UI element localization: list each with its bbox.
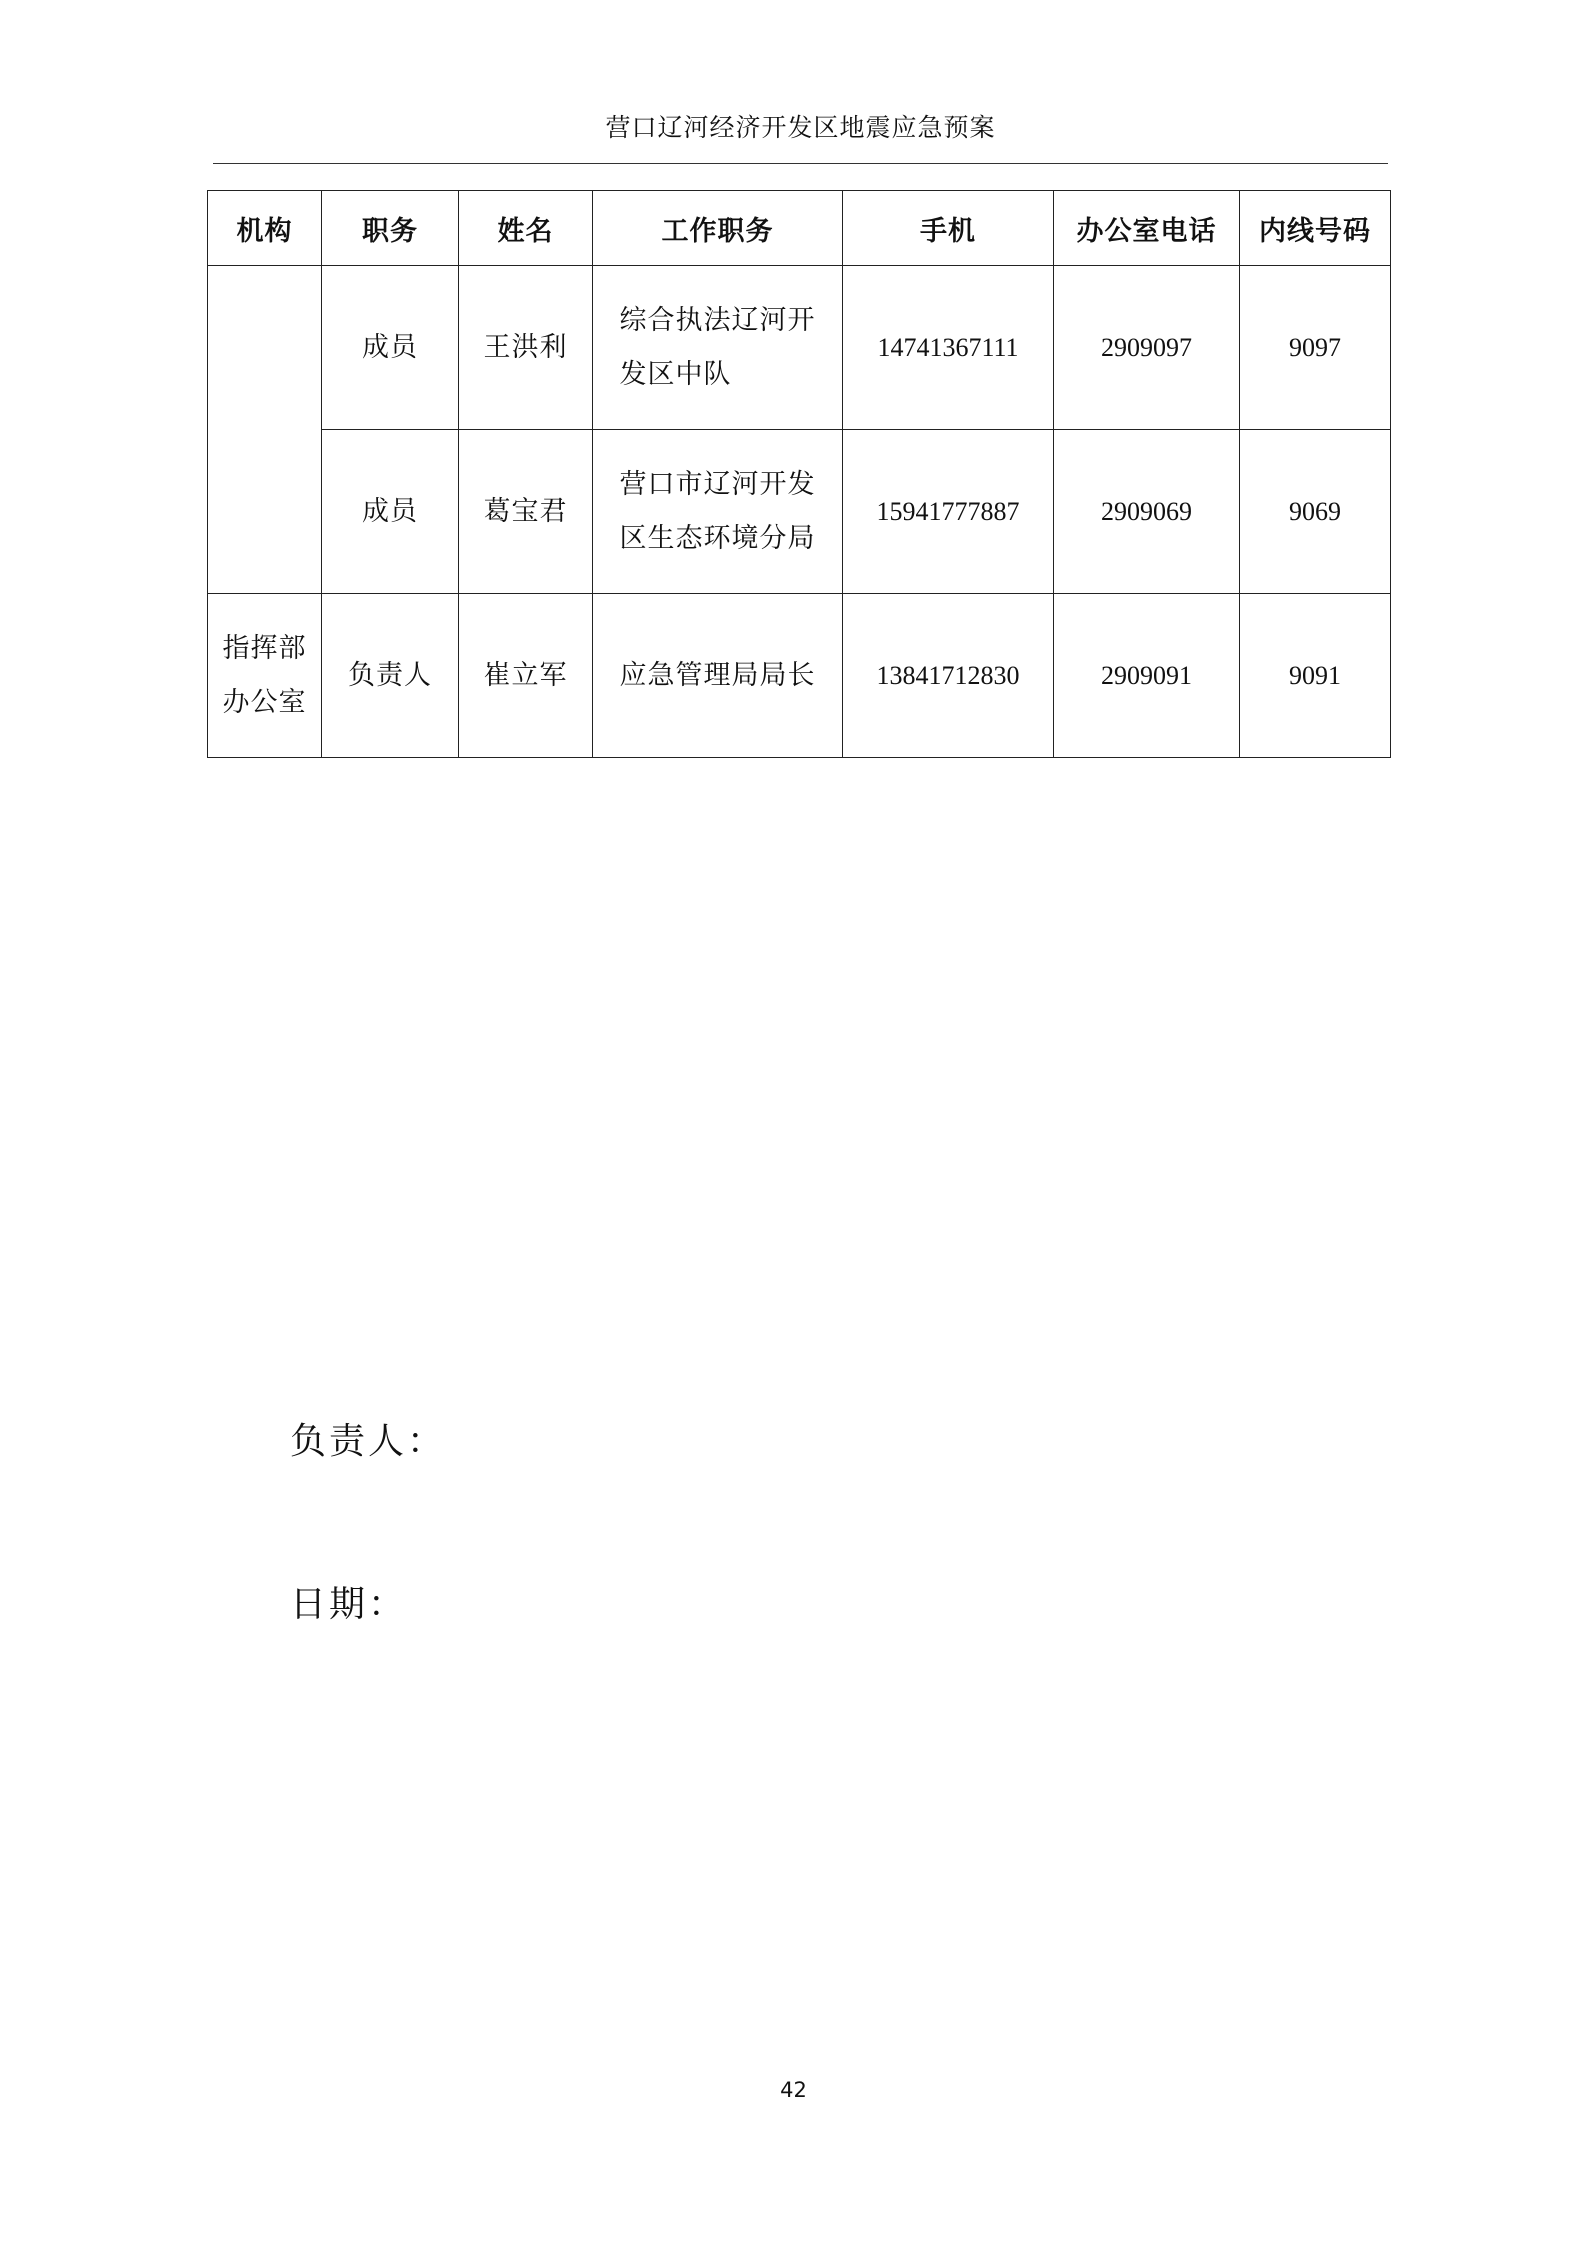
name-cell: 王洪利 bbox=[459, 266, 593, 430]
position-cell: 负责人 bbox=[322, 594, 459, 758]
office-phone-cell: 2909097 bbox=[1054, 266, 1240, 430]
extension-cell: 9091 bbox=[1240, 594, 1391, 758]
page-number: 42 bbox=[780, 2078, 807, 2102]
extension-cell: 9097 bbox=[1240, 266, 1391, 430]
table-header-row bbox=[208, 191, 1391, 266]
name-cell: 崔立军 bbox=[459, 594, 593, 758]
duty-line: 综合执法辽河开 bbox=[619, 304, 816, 336]
extension-cell: 9069 bbox=[1240, 430, 1391, 594]
table-row bbox=[208, 266, 1391, 430]
name-cell: 葛宝君 bbox=[459, 430, 593, 594]
column-header-extension: 内线号码 bbox=[1240, 191, 1391, 266]
mobile-cell: 15941777887 bbox=[843, 430, 1054, 594]
contacts-table bbox=[207, 190, 1391, 758]
date-label: 日期： bbox=[290, 1584, 408, 1625]
table-row bbox=[208, 594, 1391, 758]
duty-line: 发区中队 bbox=[619, 358, 732, 390]
table-row bbox=[208, 430, 1391, 594]
office-phone-cell: 2909091 bbox=[1054, 594, 1240, 758]
mobile-cell: 14741367111 bbox=[843, 266, 1054, 430]
duty-cell bbox=[593, 430, 843, 594]
org-cell bbox=[208, 594, 322, 758]
org-line: 办公室 bbox=[222, 686, 307, 718]
mobile-cell: 13841712830 bbox=[843, 594, 1054, 758]
office-phone-cell: 2909069 bbox=[1054, 430, 1240, 594]
duty-line: 营口市辽河开发 bbox=[619, 468, 816, 500]
column-header-mobile: 手机 bbox=[843, 191, 1054, 266]
header-divider bbox=[213, 163, 1388, 164]
column-header-name: 姓名 bbox=[459, 191, 593, 266]
duty-text bbox=[620, 458, 816, 566]
org-cell-merged bbox=[208, 266, 322, 594]
duty-text bbox=[620, 294, 816, 402]
column-header-position: 职务 bbox=[322, 191, 459, 266]
column-header-duty: 工作职务 bbox=[593, 191, 843, 266]
column-header-office-phone: 办公室电话 bbox=[1054, 191, 1240, 266]
responsible-person-label: 负责人： bbox=[290, 1421, 447, 1462]
duty-line: 区生态环境分局 bbox=[619, 522, 816, 554]
position-cell: 成员 bbox=[322, 430, 459, 594]
org-line: 指挥部 bbox=[222, 632, 307, 664]
duty-cell bbox=[593, 266, 843, 430]
position-cell: 成员 bbox=[322, 266, 459, 430]
duty-cell: 应急管理局局长 bbox=[593, 594, 843, 758]
page-header-title: 营口辽河经济开发区地震应急预案 bbox=[605, 113, 996, 142]
column-header-org: 机构 bbox=[208, 191, 322, 266]
